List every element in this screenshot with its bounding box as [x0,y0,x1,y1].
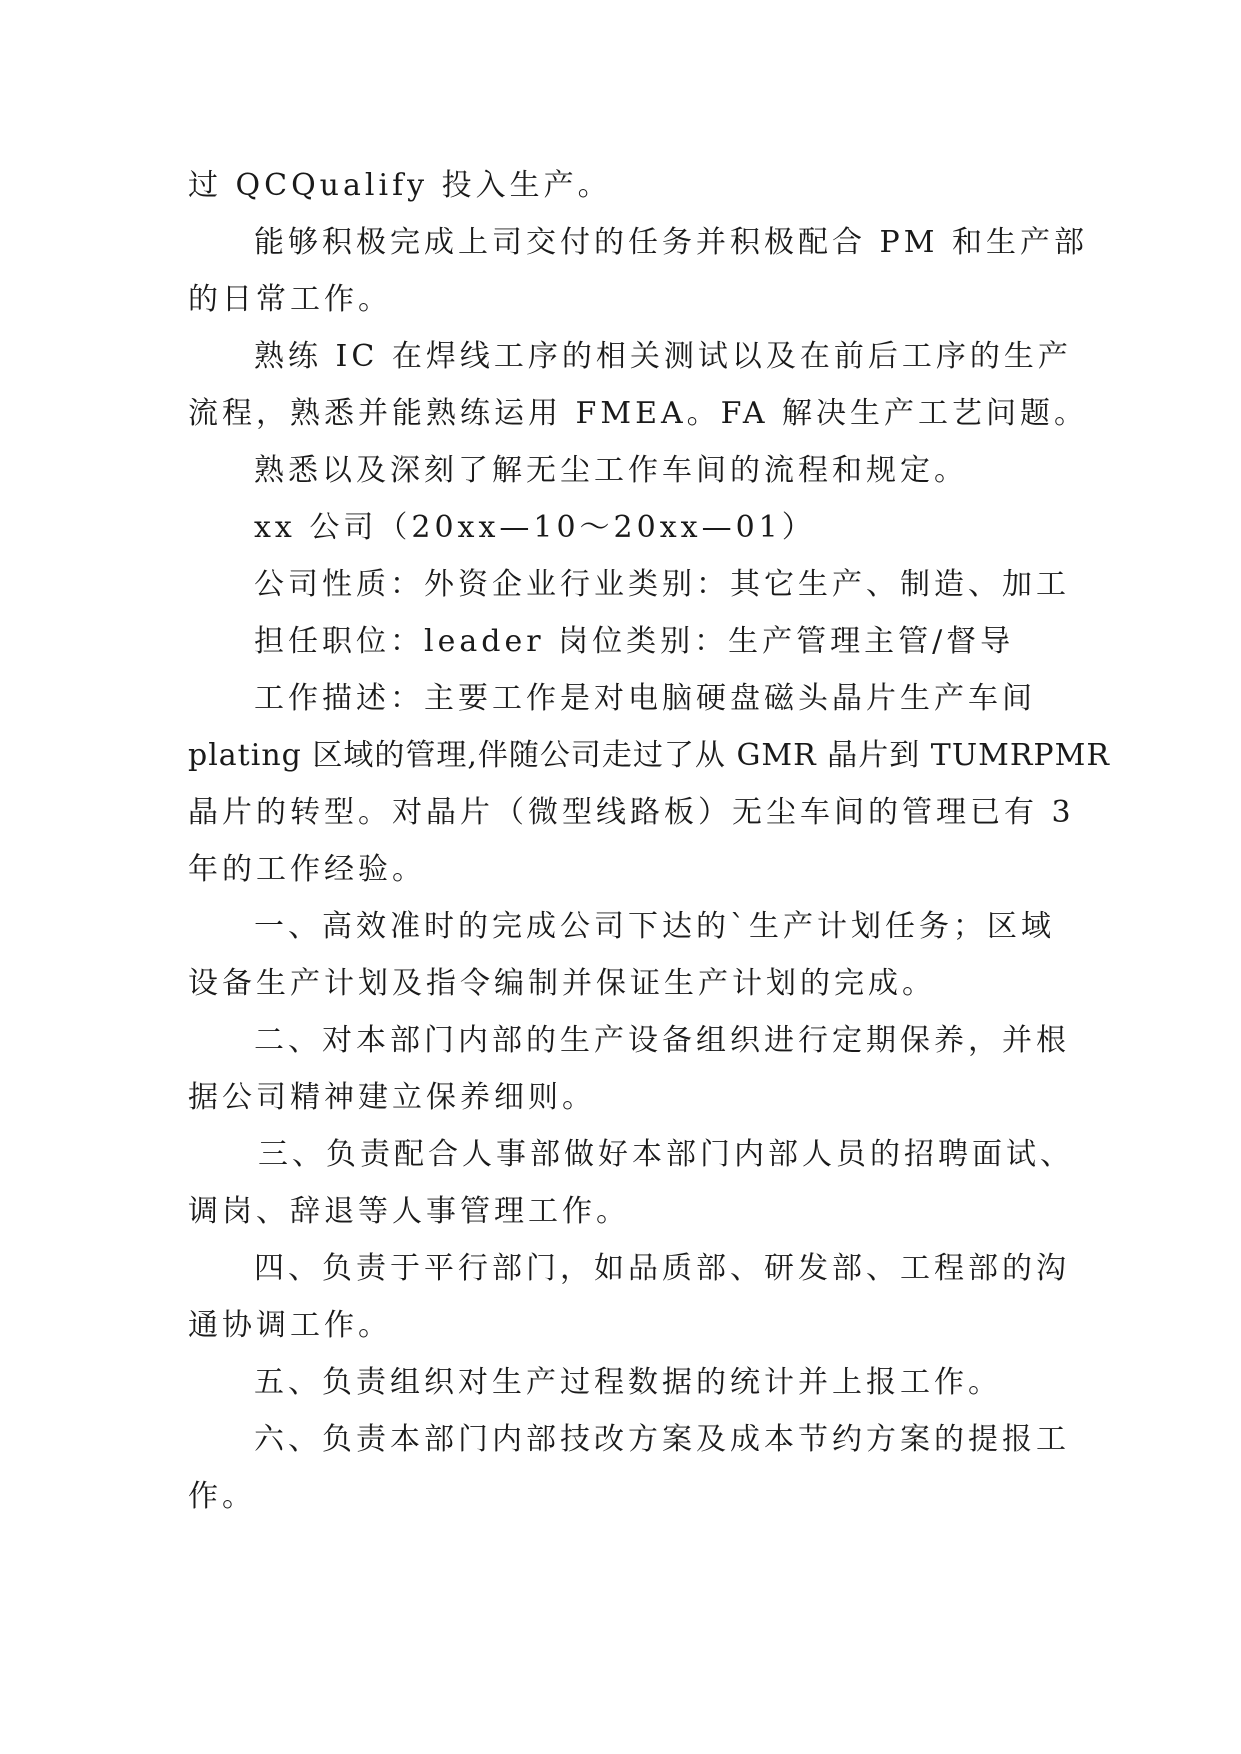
text-line: 晶片的转型。对晶片（微型线路板）无尘车间的管理已有 3 [188,795,1075,830]
text-line: 六、负责本部门内部技改方案及成本节约方案的提报工 [254,1422,1070,1457]
text-line: 调岗、辞退等人事管理工作。 [188,1194,630,1229]
text-line: 工作描述：主要工作是对电脑硬盘磁头晶片生产车间 [254,681,1036,716]
text-line: 四、负责于平行部门，如品质部、研发部、工程部的沟 [254,1251,1070,1286]
text-line: 一、高效准时的完成公司下达的`生产计划任务；区域 [254,909,1055,944]
text-line: 三、负责配合人事部做好本部门内部人员的招聘面试、 [258,1137,1074,1172]
text-line: 流程，熟悉并能熟练运用 FMEA。FA 解决生产工艺问题。 [188,396,1089,431]
text-line: 公司性质：外资企业行业类别：其它生产、制造、加工 [254,567,1070,602]
text-line: 担任职位：leader 岗位类别：生产管理主管/督导 [254,624,1015,659]
text-line: 的日常工作。 [188,282,392,317]
text-line: 过 QCQualify 投入生产。 [188,168,612,203]
text-line: 熟悉以及深刻了解无尘工作车间的流程和规定。 [254,453,968,488]
text-line: 通协调工作。 [188,1308,392,1343]
text-line: 年的工作经验。 [188,852,426,887]
text-line: plating 区域的管理,伴随公司走过了从 GMR 晶片到 TUMRPMR [188,738,1110,773]
text-line: xx 公司（20xx—10～20xx—01） [254,510,816,545]
text-line: 二、对本部门内部的生产设备组织进行定期保养，并根 [254,1023,1070,1058]
text-line: 五、负责组织对生产过程数据的统计并上报工作。 [254,1365,1002,1400]
text-line: 设备生产计划及指令编制并保证生产计划的完成。 [188,966,936,1001]
text-line: 作。 [188,1479,256,1514]
text-line: 能够积极完成上司交付的任务并积极配合 PM 和生产部 [254,225,1088,260]
text-line: 熟练 IC 在焊线工序的相关测试以及在前后工序的生产 [254,339,1072,374]
text-line: 据公司精神建立保养细则。 [188,1080,596,1115]
